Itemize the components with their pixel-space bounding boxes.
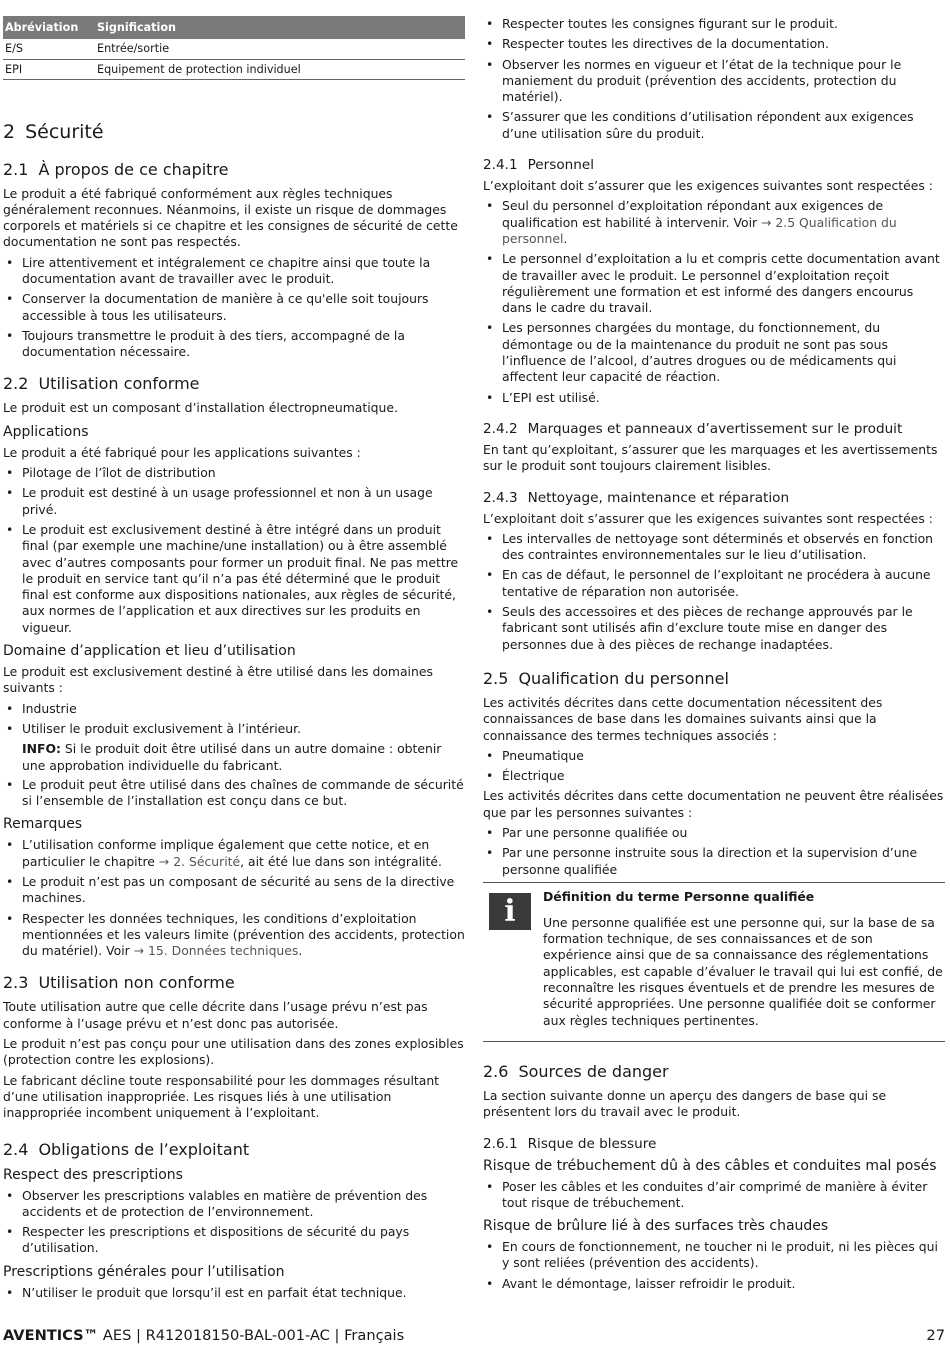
section-title: Personnel <box>527 157 595 174</box>
paragraph: Les activités décrites dans cette documentation nécessitent des connaissances de base dans les domaines suivants ainsi que la connaissance des termes techniques associés : <box>483 694 883 743</box>
cross-reference-link[interactable]: → 2.5 Qualification du personnel <box>502 214 897 246</box>
list-item: • Électrique <box>483 768 945 784</box>
section-title: Sécurité <box>25 120 104 143</box>
subheading: Domaine d’application et lieu d’utilisation <box>3 643 296 660</box>
paragraph: Toute utilisation autre que celle décrite dans l’usage prévu n’est pas conforme à l’usage prévu et n’est donc pas autorisée. <box>3 999 428 1031</box>
bullet-list <box>483 748 945 785</box>
list-item-text: Respecter les données techniques, les conditions d’exploitation mentionnées et les valeurs limite (prévention des accidents, protection du matériel). Voir <box>22 910 465 959</box>
section-title: À propos de ce chapitre <box>38 159 229 179</box>
subheading: Remarques <box>3 816 83 833</box>
cross-reference-link[interactable]: → 2. Sécurité <box>158 853 241 869</box>
bullet-list <box>3 465 465 636</box>
cross-reference-link[interactable]: → 15. Données techniques <box>133 943 299 959</box>
list-item-text: . <box>563 230 568 246</box>
bullet-list <box>3 837 465 959</box>
subheading: Respect des prescriptions <box>3 1166 183 1183</box>
section-title: Qualification du personnel <box>518 668 729 688</box>
table-cell: Equipement de protection individuel <box>95 59 465 79</box>
section-number: 2.4.2 <box>483 420 518 437</box>
subheading: Prescriptions générales pour l’utilisation <box>3 1263 285 1280</box>
info-body <box>543 889 945 1033</box>
paragraph: Le produit n’est pas conçu pour une utilisation dans des zones explosibles (protection contre les explosions). <box>3 1036 464 1068</box>
list-item: • Le produit est destiné à un usage professionnel et non à un usage privé. <box>3 485 465 518</box>
list-item: • N’utiliser le produit que lorsqu’il est en parfait état technique. <box>3 1285 465 1301</box>
page-number: 27 <box>926 1327 945 1344</box>
paragraph: Les activités décrites dans cette documentation ne peuvent être réalisées que par les personnes suivantes : <box>483 788 944 820</box>
section-title: Nettoyage, maintenance et réparation <box>527 489 790 506</box>
bullet-list <box>3 1285 465 1301</box>
bullet-list <box>3 1188 465 1257</box>
bullet-list <box>483 1179 945 1212</box>
section-number: 2.4.3 <box>483 489 518 506</box>
footer-text: AES | R412018150-BAL-001-AC | Français <box>98 1327 405 1344</box>
paragraph: Le produit a été fabriqué conformément aux règles techniques généralement reconnues. Néanmoins, il existe un risque de dommages corporels et matériels si ce chapitre et les consignes de sécurité de cette documentation ne sont pas respectés. <box>3 185 458 250</box>
right-column <box>483 16 945 1296</box>
list-item: • Industrie <box>3 701 465 717</box>
section-heading <box>483 1135 945 1153</box>
bullet-list <box>3 255 465 361</box>
list-item-text: , ait été lue dans son intégralité. <box>240 853 442 869</box>
section-number: 2.6.1 <box>483 1135 518 1152</box>
subheading: Risque de brûlure lié à des surfaces très chaudes <box>483 1218 829 1235</box>
section-number: 2.4 <box>3 1139 29 1159</box>
paragraph: Le produit est exclusivement destiné à être utilisé dans les domaines suivants : <box>3 664 433 696</box>
list-item: • En cours de fonctionnement, ne toucher ni le produit, ni les pièces qui y sont reliées (prévention des accidents). <box>483 1239 945 1272</box>
list-item: • Pneumatique <box>483 748 945 764</box>
left-column <box>3 16 465 1305</box>
list-item: • Observer les normes en vigueur et l’état de la technique pour le maniement du produit (prévention des accidents, protection du matériel). <box>483 57 945 106</box>
section-title: Obligations de l’exploitant <box>38 1139 250 1159</box>
paragraph: L’exploitant doit s’assurer que les exigences suivantes sont respectées : <box>483 510 933 526</box>
info-label: INFO: <box>22 741 61 757</box>
list-item: • Le produit n’est pas un composant de sécurité au sens de la directive machines. <box>3 874 465 907</box>
section-heading <box>3 160 465 180</box>
section-title: Marquages et panneaux d’avertissement sur le produit <box>527 420 903 437</box>
section-number: 2.4.1 <box>483 157 518 174</box>
bullet-list <box>483 16 945 142</box>
section-heading <box>3 120 465 144</box>
section-heading <box>3 1140 465 1160</box>
list-item: • Avant le démontage, laisser refroidir le produit. <box>483 1276 945 1292</box>
info-icon: i <box>489 893 531 930</box>
list-item: • Le produit est exclusivement destiné à être intégré dans un produit final (par exemple une machine/une installation) ou à être assemblé avec d’autres composants pour former un produit final. Ne pas mettre le produit en service tant qu’il n’a pas été déterminé que le produit final est conforme aux dispositions nationales, aux règles de sécurité, aux normes de l’application et aux directives sur les produits en vigueur. <box>3 522 465 636</box>
abbreviation-table <box>3 16 465 80</box>
list-item-text: Seul du personnel d’exploitation répondant aux exigences de qualification est habilité à intervenir. Voir <box>502 198 884 230</box>
list-item: • Respecter les prescriptions et dispositions de sécurité du pays d’utilisation. <box>3 1224 465 1257</box>
bullet-list <box>483 531 945 653</box>
paragraph: La section suivante donne un aperçu des dangers de base qui se présentent lors du travail avec le produit. <box>483 1087 887 1120</box>
section-number: 2.5 <box>483 668 509 688</box>
section-number: 2.2 <box>3 374 29 394</box>
section-heading <box>3 973 465 993</box>
list-item: • Le produit peut être utilisé dans des chaînes de commande de sécurité si l’ensemble de l’installation est conçu dans ce but. <box>3 777 465 810</box>
list-item: • Lire attentivement et intégralement ce chapitre ainsi que toute la documentation avant de travailler avec le produit. <box>3 255 465 288</box>
list-item: • S’assurer que les conditions d’utilisation répondent aux exigences d’une utilisation sûre du produit. <box>483 109 945 142</box>
section-heading <box>483 156 945 174</box>
paragraph: Le produit a été fabriqué pour les applications suivantes : <box>3 444 361 460</box>
list-item <box>483 198 945 247</box>
section-number: 2 <box>3 120 16 143</box>
table-row <box>3 39 465 59</box>
list-item <box>3 837 465 870</box>
paragraph: L’exploitant doit s’assurer que les exigences suivantes sont respectées : <box>483 178 933 194</box>
list-item: • Seuls des accessoires et des pièces de rechange approuvés par le fabricant sont utilisés afin d’exclure toute mise en danger des personnes due à des pièces de rechange inadaptées. <box>483 604 945 653</box>
list-item: • Utiliser le produit exclusivement à l’intérieur. <box>3 721 465 737</box>
info-text: Si le produit doit être utilisé dans un autre domaine : obtenir une approbation individuelle du fabricant. <box>22 741 442 773</box>
table-cell: E/S <box>3 39 95 59</box>
list-item: • Observer les prescriptions valables en matière de prévention des accidents et de protection de l’environnement. <box>3 1188 465 1221</box>
table-cell: Entrée/sortie <box>95 39 465 59</box>
list-item-text: L’utilisation conforme implique également que cette notice, et en particulier le chapitre <box>22 837 430 869</box>
list-item: • Conserver la documentation de manière à ce qu'elle soit toujours accessible à tous les utilisateurs. <box>3 291 465 324</box>
table-cell: EPI <box>3 59 95 79</box>
paragraph: Le fabricant décline toute responsabilité pour les dommages résultant d’une utilisation inappropriée. Les risques liés à une utilisation inappropriée incombent uniquement à l’exploitant. <box>3 1072 440 1121</box>
paragraph: En tant qu’exploitant, s’assurer que les marquages et les avertissements sur le produit sont toujours clairement lisibles. <box>483 441 938 474</box>
page-footer <box>3 1326 945 1346</box>
info-text: Une personne qualifiée est une personne qui, sur la base de sa formation technique, de ses connaissances et de son expérience ainsi que de sa connaissance des réglementations applicables, est capable d’évaluer le travail qui lui est confié, de reconnaître les risques éventuels et de prendre les mesures de sécurité appropriées. Une personne qualifiée doit se conformer aux règles techniques pertinentes. <box>543 914 943 1028</box>
list-item: • Respecter toutes les directives de la documentation. <box>483 36 945 52</box>
bullet-list <box>483 825 945 878</box>
table-header-row <box>3 16 465 39</box>
bullet-list <box>483 1239 945 1292</box>
subheading: Risque de trébuchement dû à des câbles et conduites mal posés <box>483 1157 937 1174</box>
list-item: • Les personnes chargées du montage, du fonctionnement, du démontage ou de la maintenance du produit ne sont pas sous l’influence de l’alcool, d’autres drogues ou de médicaments qui affectent leur capacité de réaction. <box>483 320 945 385</box>
section-title: Risque de blessure <box>527 1135 657 1152</box>
bullet-list <box>483 198 945 406</box>
list-item: • Pilotage de l’îlot de distribution <box>3 465 465 481</box>
list-item: • Toujours transmettre le produit à des tiers, accompagné de la documentation nécessaire. <box>3 328 465 361</box>
list-item: • Le personnel d’exploitation a lu et compris cette documentation avant de travailler avec le produit. Le personnel d’exploitation reçoit régulièrement une formation et est informé des dangers encourus dans le cadre du travail. <box>483 251 945 316</box>
section-title: Utilisation non conforme <box>38 973 235 993</box>
section-number: 2.6 <box>483 1061 509 1081</box>
section-heading <box>483 1062 945 1082</box>
section-number: 2.3 <box>3 973 29 993</box>
info-box <box>483 882 945 1042</box>
info-title: Définition du terme Personne qualifiée <box>543 888 815 904</box>
info-note <box>22 741 465 774</box>
section-heading <box>483 489 945 507</box>
list-item: • L’EPI est utilisé. <box>483 390 945 406</box>
bullet-list <box>3 701 465 738</box>
footer-brand: AVENTICS™ <box>3 1327 99 1344</box>
table-row <box>3 59 465 79</box>
subheading: Applications <box>3 423 89 440</box>
section-title: Utilisation conforme <box>38 374 200 394</box>
list-item: • En cas de défaut, le personnel de l’exploitant ne procédera à aucune tentative de réparation non autorisée. <box>483 567 945 600</box>
section-heading <box>483 669 945 689</box>
table-header: Signification <box>95 16 465 39</box>
section-heading <box>3 374 465 394</box>
list-item: • Respecter toutes les consignes figurant sur le produit. <box>483 16 945 32</box>
list-item: • Les intervalles de nettoyage sont déterminés et observés en fonction des contraintes environnementales sur le lieu d’utilisation. <box>483 531 945 564</box>
section-heading <box>483 420 945 438</box>
list-item: • Par une personne instruite sous la direction et la supervision d’une personne qualifiée <box>483 845 945 878</box>
list-item <box>3 911 465 960</box>
list-item: • Poser les câbles et les conduites d’air comprimé de manière à éviter tout risque de trébuchement. <box>483 1179 945 1212</box>
list-item: • Par une personne qualifiée ou <box>483 825 945 841</box>
section-number: 2.1 <box>3 159 29 179</box>
bullet-list <box>3 777 465 810</box>
paragraph: Le produit est un composant d’installation électropneumatique. <box>3 400 398 416</box>
table-header: Abréviation <box>3 16 95 39</box>
list-item-text: . <box>298 943 303 959</box>
section-title: Sources de danger <box>518 1061 669 1081</box>
